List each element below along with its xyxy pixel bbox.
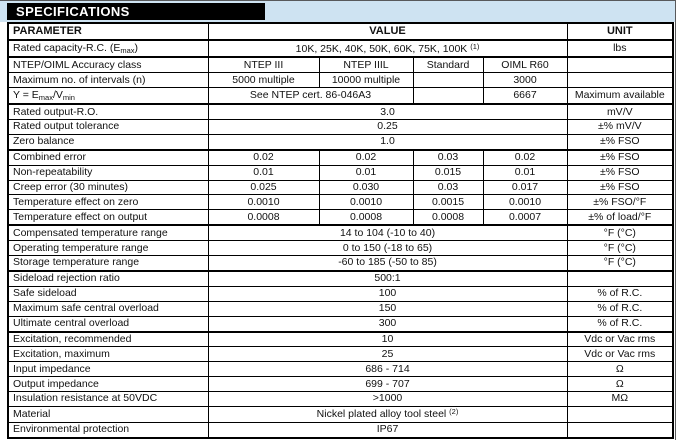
value-cell: 100 [208, 286, 567, 301]
value-cell: NTEP III [208, 57, 319, 72]
value-cell: 0.025 [208, 180, 319, 195]
table-row [8, 88, 673, 105]
parameter-cell: Material [8, 406, 208, 422]
value-cell: 10K, 25K, 40K, 50K, 60K, 75K, 100K $^{(1)}$ [208, 40, 567, 57]
value-cell: 0.017 [483, 180, 567, 195]
unit-cell [567, 406, 673, 422]
value-cell: 0.015 [413, 165, 483, 180]
parameter-cell: Combined error [8, 150, 208, 165]
unit-cell: % of R.C. [567, 301, 673, 316]
table-row [8, 377, 673, 392]
table-row [8, 406, 673, 422]
unit-cell: Ω [567, 377, 673, 392]
parameter-cell: Input impedance [8, 362, 208, 377]
unit-cell: °F (°C) [567, 241, 673, 256]
parameter-cell: Storage temperature range [8, 256, 208, 271]
table-row [8, 73, 673, 88]
value-cell: 3000 [483, 73, 567, 88]
specifications-table [7, 22, 674, 439]
value-cell: 5000 multiple [208, 73, 319, 88]
table-row [8, 422, 673, 438]
value-cell: 0.0010 [208, 195, 319, 210]
parameter-cell: Environmental protection [8, 422, 208, 438]
unit-cell: MΩ [567, 391, 673, 406]
unit-cell: °F (°C) [567, 256, 673, 271]
table-row [8, 241, 673, 256]
table-row [8, 57, 673, 72]
unit-cell: °F (°C) [567, 225, 673, 240]
unit-cell: ±% FSO [567, 150, 673, 165]
unit-cell: Ω [567, 362, 673, 377]
page-title: SPECIFICATIONS [16, 4, 130, 19]
value-cell: -60 to 185 (-50 to 85) [208, 256, 567, 271]
unit-cell [567, 57, 673, 72]
value-cell: 0.0008 [208, 210, 319, 225]
parameter-cell: $Y = E_{max}/V_{min}$ [8, 88, 208, 105]
table-row [8, 301, 673, 316]
value-cell [413, 88, 483, 105]
parameter-cell: Rated capacity-R.C. $(E_{max})$ [8, 40, 208, 57]
value-cell: 0.0007 [483, 210, 567, 225]
value-cell: 500:1 [208, 271, 567, 286]
section-title-bar [7, 3, 265, 20]
unit-cell: ±% FSO [567, 180, 673, 195]
table-row [8, 180, 673, 195]
unit-cell: ±% mV/V [567, 120, 673, 135]
value-cell: >1000 [208, 391, 567, 406]
parameter-cell: Ultimate central overload [8, 316, 208, 331]
value-cell: 300 [208, 316, 567, 331]
value-cell: 6667 [483, 88, 567, 105]
table-row [8, 104, 673, 119]
parameter-cell: Insulation resistance at 50VDC [8, 391, 208, 406]
table-row [8, 40, 673, 57]
table-row [8, 316, 673, 331]
value-cell: 0.01 [208, 165, 319, 180]
unit-cell: ±% FSO/°F [567, 195, 673, 210]
value-cell: IP67 [208, 422, 567, 438]
value-cell: 10000 multiple [319, 73, 413, 88]
unit-cell: ±% FSO [567, 134, 673, 149]
value-cell: 0.0010 [483, 195, 567, 210]
unit-cell: Vdc or Vac rms [567, 347, 673, 362]
unit-cell: ±% FSO [567, 165, 673, 180]
table-row [8, 120, 673, 135]
parameter-cell: Excitation, recommended [8, 332, 208, 347]
value-cell: 0.25 [208, 120, 567, 135]
parameter-cell: Excitation, maximum [8, 347, 208, 362]
column-header-value: VALUE [208, 23, 567, 40]
unit-cell: % of R.C. [567, 316, 673, 331]
title-banner [0, 1, 675, 22]
value-cell: 1.0 [208, 134, 567, 149]
table-header-row [8, 23, 673, 40]
value-cell: 0.03 [413, 150, 483, 165]
parameter-cell: Compensated temperature range [8, 225, 208, 240]
table-row [8, 195, 673, 210]
value-cell: 25 [208, 347, 567, 362]
value-cell: 0.03 [413, 180, 483, 195]
table-row [8, 210, 673, 225]
parameter-cell: Operating temperature range [8, 241, 208, 256]
unit-cell [567, 73, 673, 88]
unit-cell [567, 271, 673, 286]
table-row [8, 286, 673, 301]
unit-cell: % of R.C. [567, 286, 673, 301]
parameter-cell: Creep error (30 minutes) [8, 180, 208, 195]
parameter-cell: Maximum safe central overload [8, 301, 208, 316]
parameter-cell: Rated output-R.O. [8, 104, 208, 119]
unit-cell: lbs [567, 40, 673, 57]
value-cell: 0 to 150 (-18 to 65) [208, 241, 567, 256]
value-cell: See NTEP cert. 86-046A3 [208, 88, 413, 105]
unit-cell: mV/V [567, 104, 673, 119]
parameter-cell: Safe sideload [8, 286, 208, 301]
value-cell: 10 [208, 332, 567, 347]
parameter-cell: Sideload rejection ratio [8, 271, 208, 286]
value-cell: 0.02 [208, 150, 319, 165]
table-row [8, 256, 673, 271]
parameter-cell: Rated output tolerance [8, 120, 208, 135]
parameter-cell: Temperature effect on zero [8, 195, 208, 210]
table-row [8, 391, 673, 406]
table-row [8, 271, 673, 286]
value-cell: 14 to 104 (-10 to 40) [208, 225, 567, 240]
unit-cell [567, 422, 673, 438]
value-cell: 0.01 [483, 165, 567, 180]
value-cell: 3.0 [208, 104, 567, 119]
value-cell: 150 [208, 301, 567, 316]
value-cell: 699 - 707 [208, 377, 567, 392]
value-cell: Standard [413, 57, 483, 72]
value-cell: 0.01 [319, 165, 413, 180]
value-cell: 0.0008 [319, 210, 413, 225]
column-header-parameter: PARAMETER [8, 23, 208, 40]
value-cell: 0.02 [319, 150, 413, 165]
value-cell: 0.02 [483, 150, 567, 165]
table-row [8, 332, 673, 347]
parameter-cell: Output impedance [8, 377, 208, 392]
value-cell: NTEP IIIL [319, 57, 413, 72]
table-row [8, 150, 673, 165]
table-row [8, 225, 673, 240]
unit-cell: Vdc or Vac rms [567, 332, 673, 347]
value-cell [413, 73, 483, 88]
table-row [8, 165, 673, 180]
parameter-cell: NTEP/OIML Accuracy class [8, 57, 208, 72]
value-cell: 0.0010 [319, 195, 413, 210]
parameter-cell: Temperature effect on output [8, 210, 208, 225]
parameter-cell: Non-repeatability [8, 165, 208, 180]
parameter-cell: Maximum no. of intervals (n) [8, 73, 208, 88]
table-row [8, 347, 673, 362]
value-cell: Nickel plated alloy tool steel $^{(2)}$ [208, 406, 567, 422]
value-cell: OIML R60 [483, 57, 567, 72]
parameter-cell: Zero balance [8, 134, 208, 149]
value-cell: 0.0015 [413, 195, 483, 210]
column-header-unit: UNIT [567, 23, 673, 40]
value-cell: 686 - 714 [208, 362, 567, 377]
unit-cell: Maximum available [567, 88, 673, 105]
unit-cell: ±% of load/°F [567, 210, 673, 225]
value-cell: 0.0008 [413, 210, 483, 225]
table-row [8, 134, 673, 149]
table-row [8, 362, 673, 377]
value-cell: 0.030 [319, 180, 413, 195]
